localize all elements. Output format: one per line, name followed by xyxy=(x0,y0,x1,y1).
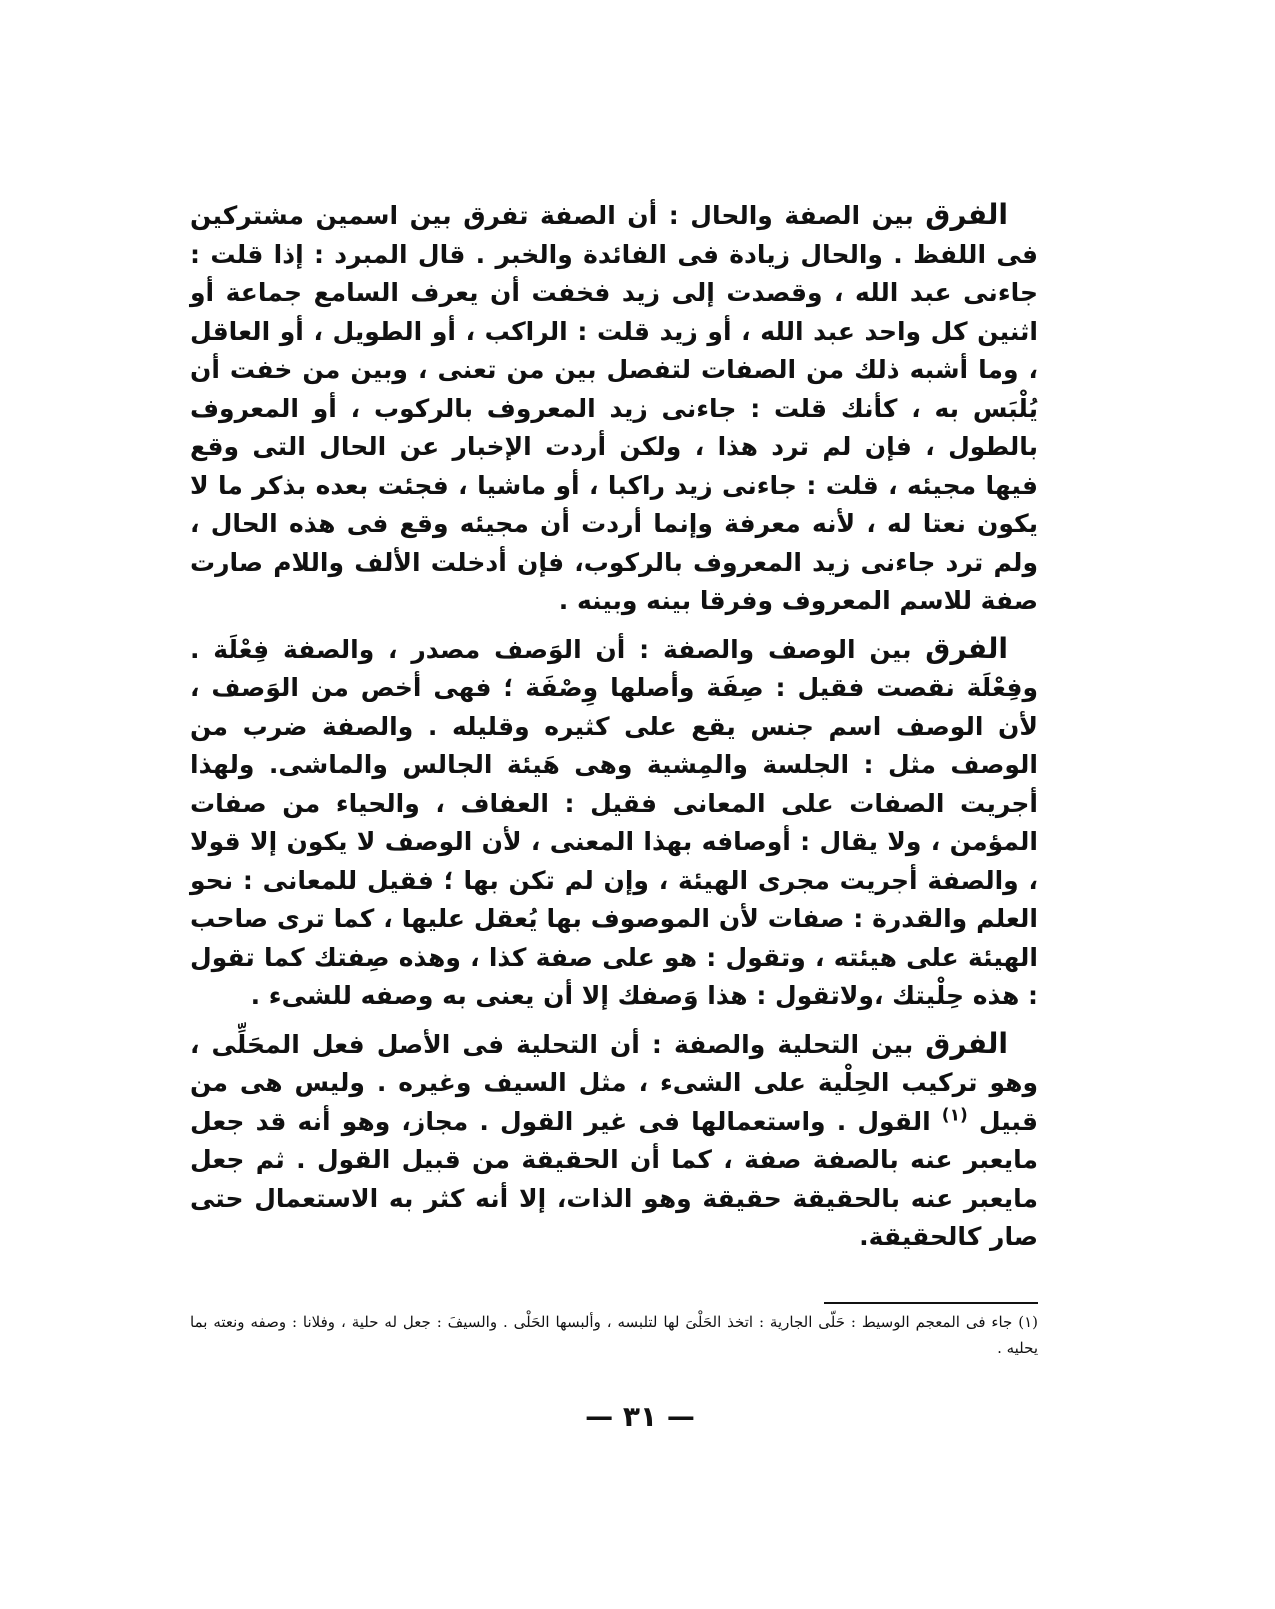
section-term: الفرق xyxy=(925,198,1008,231)
footnote-reference: (١) xyxy=(941,1105,968,1126)
footnote-divider xyxy=(824,1302,1038,1304)
section-term: الفرق xyxy=(925,631,1008,665)
paragraph-wasf-sifa xyxy=(190,630,1038,1016)
main-text xyxy=(190,196,1038,1257)
footnote-1: (١) جاء فى المعجم الوسيط : حَلّى الجارية : اتخذ الحَلْىَ لها لتلبسه ، وألبسها الحَلْى . والسيفَ : جعل له حلية ، وفلانا : وصفه ونعته بما يحليه . xyxy=(190,1313,1038,1357)
paragraph-text: القول . واستعمالها فى غير القول . مجاز، وهو أنه قد جعل مايعبر عنه بالصفة صفة ، كما أن الحقيقة من قبيل القول . ثم جعل مايعبر عنه بالحقيقة حقيقة وهو الذات، إلا أنه كثر به الاستعمال حتى صار كالحقيقة. xyxy=(190,1106,1038,1251)
paragraph-tahliya-sifa xyxy=(190,1025,1038,1257)
section-term: الفرق xyxy=(925,1026,1008,1060)
paragraph-sifa-hal xyxy=(190,196,1038,621)
paragraph-text: بين الصفة والحال : أن الصفة تفرق بين اسمين مشتركين فى اللفظ . والحال زيادة فى الفائدة والخبر . قال المبرد : إذا قلت : جاءنى عبد الله ، وقصدت إلى زيد فخفت أن يعرف السامع جماعة أو اثنين كل واحد عبد الله ، أو زيد قلت : الراكب ، أو الطويل ، أو العاقل ، وما أشبه ذلك من الصفات لتفصل بين من تعنى ، وبين من خفت أن يُلْبَس به ، كأنك قلت : جاءنى زيد المعروف بالركوب ، أو المعروف بالطول ، فإن لم ترد هذا ، ولكن أردت الإخبار عن الحال التى وقع فيها مجيئه ، قلت : جاءنى زيد راكبا ، أو ماشيا ، فجئت بعده بذكر ما لا يكون نعتا له ، لأنه معرفة وإنما أردت أن مجيئه وقع فى هذه الحال ، ولم ترد جاءنى زيد المعروف بالركوب، فإن أدخلت الألف واللام صارت صفة للاسم المعروف وفرقا بينه وبينه . xyxy=(190,201,1038,615)
page-number: — ٣١ — xyxy=(585,1400,695,1433)
paragraph-text: بين التحلية والصفة : أن التحلية فى الأصل فعل المحَلِّى ، وهو تركيب الحِلْية على الشىء ، مثل السيف وغيره . وليس هى من قبيل xyxy=(190,1029,1038,1136)
footnotes xyxy=(190,1309,1038,1361)
paragraph-text: بين الوصف والصفة : أن الوَصف مصدر ، والصفة فِعْلَة . وفِعْلَة نقصت فقيل : صِفَة وأصلها وِصْفَة ؛ فهى أخص من الوَصف ، لأن الوصف اسم جنس يقع على كثيره وقليله . والصفة ضرب من الوصف مثل : الجلسة والمِشية وهى هَيئة الجالس والماشى. ولهذا أجريت الصفات على المعانى فقيل : العفاف ، والحياء من صفات المؤمن ، ولا يقال : أوصافه بهذا المعنى ، لأن الوصف لا يكون إلا قولا ، والصفة أجريت مجرى الهيئة ، وإن لم تكن بها ؛ فقيل للمعانى : نحو العلم والقدرة : صفات لأن الموصوف بها يُعقل عليها ، كما ترى صاحب الهيئة على هيئته ، وتقول : هو على صفة كذا ، وهذه صِفتك كما تقول : هذه حِلْيتك ،ولاتقول : هذا وَصفك إلا أن يعنى به وصفه للشىء . xyxy=(190,634,1038,1010)
